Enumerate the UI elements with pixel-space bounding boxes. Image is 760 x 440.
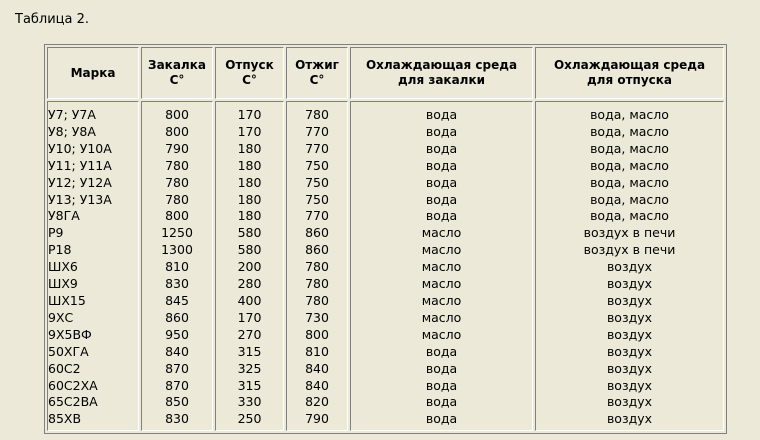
quench-medium-cell: вода — [425, 377, 458, 393]
header-temper-medium — [535, 47, 724, 99]
header-temper-line2: С° — [242, 73, 257, 87]
anneal-temp-cell: 840 — [305, 377, 329, 393]
temper-medium-cell: воздух — [606, 276, 653, 292]
quench-temp-cell: 870 — [165, 377, 189, 393]
quench-temp-cell: 830 — [165, 411, 189, 427]
temper-temp-cell: 170 — [237, 123, 262, 139]
anneal-temp-cell: 770 — [305, 208, 329, 224]
quench-medium-cell: масло — [421, 259, 462, 275]
anneal-temp-cell: 770 — [305, 123, 329, 139]
anneal-temp-cell: 860 — [305, 225, 329, 241]
temper-medium-cell: вода, масло — [590, 174, 669, 190]
quench-medium-cell: масло — [421, 225, 462, 241]
anneal-temp-cell: 790 — [305, 411, 329, 427]
grade-column — [47, 101, 139, 431]
header-temper-medium-line1: Охлаждающая среда — [553, 58, 706, 72]
header-quench-medium-line2: для закалки — [397, 73, 486, 87]
temper-temp-cell: 280 — [237, 276, 262, 292]
temper-medium-cell: вода, масло — [590, 208, 669, 224]
temper-temp-cell: 180 — [237, 208, 262, 224]
temper-medium-cell: воздух в печи — [583, 225, 676, 241]
quench-temp-cell: 1300 — [161, 242, 193, 258]
anneal-temp-cell: 730 — [305, 309, 329, 325]
grade-cell: У8; У8А — [48, 123, 96, 139]
anneal-temp-cell: 750 — [305, 191, 329, 207]
data-row — [47, 101, 724, 431]
header-temper-line1: Отпуск — [225, 58, 274, 72]
header-anneal-line2: С° — [309, 73, 325, 87]
quench-temp-cell: 840 — [165, 343, 189, 359]
temper-temp-cell: 250 — [237, 411, 262, 427]
temper-temp-cell: 170 — [237, 309, 262, 325]
temper-temp-cell: 580 — [237, 225, 262, 241]
temper-temp-cell: 170 — [237, 107, 262, 122]
quench-temp-cell: 780 — [165, 157, 189, 173]
quench-temp-cell: 950 — [165, 326, 189, 342]
quench-temp-cell: 800 — [165, 123, 189, 139]
temper-medium-cell: воздух — [606, 259, 653, 275]
temper-medium-cell: воздух — [606, 343, 653, 359]
header-temper-temp — [215, 47, 284, 99]
temper-medium-cell: вода, масло — [590, 140, 669, 156]
grade-cell: У7; У7А — [48, 107, 96, 122]
temper-temp-cell: 180 — [237, 140, 262, 156]
anneal-temp-cell: 750 — [305, 157, 329, 173]
temper-medium-cell: воздух — [606, 394, 653, 410]
quench-temp-cell: 800 — [165, 208, 189, 224]
quench-medium-column — [350, 101, 533, 431]
header-anneal-temp — [286, 47, 348, 99]
header-quench-line2: С° — [169, 73, 185, 87]
quench-temp-cell: 780 — [165, 174, 189, 190]
anneal-temp-cell: 800 — [305, 326, 329, 342]
temper-temp-cell: 315 — [237, 343, 262, 359]
grade-cell: 65С2ВА — [48, 394, 98, 410]
temper-medium-cell: воздух — [606, 411, 653, 427]
quench-medium-cell: масло — [421, 242, 462, 258]
quench-temp-cell: 860 — [165, 309, 189, 325]
header-quench-medium-line1: Охлаждающая среда — [365, 58, 518, 72]
anneal-temp-cell: 770 — [305, 140, 329, 156]
anneal-temp-cell: 810 — [305, 343, 329, 359]
grade-cell: ШХ9 — [48, 276, 78, 292]
temper-temp-cell: 400 — [237, 292, 262, 308]
temper-temp-cell: 180 — [237, 174, 262, 190]
quench-medium-cell: вода — [425, 140, 458, 156]
grade-cell: 60С2ХА — [48, 377, 98, 393]
quench-medium-cell: масло — [421, 326, 462, 342]
quench-medium-cell: вода — [425, 174, 458, 190]
grade-cell: Р9 — [48, 225, 64, 241]
grade-cell: 60С2 — [48, 360, 81, 376]
grade-cell: У13; У13А — [48, 191, 112, 207]
grade-cell: У10; У10А — [48, 140, 112, 156]
grade-cell: ШХ15 — [48, 292, 86, 308]
header-temper-medium-line2: для отпуска — [586, 73, 673, 87]
quench-medium-cell: вода — [425, 123, 458, 139]
temper-medium-cell: воздух — [606, 377, 653, 393]
grade-cell: У12; У12А — [48, 174, 112, 190]
quench-temp-cell: 845 — [165, 292, 189, 308]
table-caption: Таблица 2. — [15, 12, 90, 27]
grade-cell: 50ХГА — [48, 343, 89, 359]
temper-temp-cell: 200 — [237, 259, 262, 275]
quench-medium-cell: масло — [421, 309, 462, 325]
temper-medium-cell: вода, масло — [590, 191, 669, 207]
quench-medium-cell: вода — [425, 343, 458, 359]
anneal-temp-cell: 780 — [305, 276, 329, 292]
grade-cell: У8ГА — [48, 208, 80, 224]
anneal-temp-cell: 750 — [305, 174, 329, 190]
quench-medium-cell: масло — [421, 276, 462, 292]
temper-temp-cell: 180 — [237, 157, 262, 173]
quench-temp-cell: 790 — [165, 140, 189, 156]
header-quench-line1: Закалка — [148, 58, 206, 72]
header-grade-label: Марка — [70, 65, 116, 80]
quench-medium-cell: вода — [425, 208, 458, 224]
temper-temp-cell: 180 — [237, 191, 262, 207]
anneal-temp-cell: 840 — [305, 360, 329, 376]
temper-medium-cell: воздух — [606, 309, 653, 325]
temper-medium-column — [535, 101, 724, 431]
grade-cell: 9ХС — [48, 309, 74, 325]
quench-medium-cell: вода — [425, 157, 458, 173]
grade-cell: У11; У11А — [48, 157, 112, 173]
steel-heat-treatment-table — [44, 44, 727, 434]
quench-medium-cell: вода — [425, 394, 458, 410]
temper-medium-cell: вода, масло — [590, 107, 669, 122]
anneal-temp-cell: 780 — [305, 107, 329, 122]
temper-medium-cell: вода, масло — [590, 123, 669, 139]
quench-medium-cell: вода — [425, 411, 458, 427]
quench-temp-cell: 850 — [165, 394, 189, 410]
quench-temp-cell: 800 — [165, 107, 189, 122]
anneal-temp-cell: 820 — [305, 394, 329, 410]
quench-medium-cell: масло — [421, 292, 462, 308]
temper-temp-column — [215, 101, 284, 431]
temper-temp-cell: 315 — [237, 377, 262, 393]
header-row — [47, 47, 724, 99]
quench-temp-cell: 1250 — [161, 225, 193, 241]
quench-temp-column — [141, 101, 213, 431]
temper-temp-cell: 580 — [237, 242, 262, 258]
quench-medium-cell: вода — [425, 107, 458, 122]
grade-cell: Р18 — [48, 242, 72, 258]
anneal-temp-cell: 780 — [305, 292, 329, 308]
temper-temp-cell: 270 — [237, 326, 262, 342]
anneal-temp-cell: 860 — [305, 242, 329, 258]
header-quench-temp — [141, 47, 213, 99]
quench-medium-cell: вода — [425, 191, 458, 207]
header-grade — [47, 47, 139, 99]
quench-temp-cell: 830 — [165, 276, 189, 292]
temper-medium-cell: воздух — [606, 326, 653, 342]
grade-cell: ШХ6 — [48, 259, 78, 275]
quench-medium-cell: вода — [425, 360, 458, 376]
quench-temp-cell: 870 — [165, 360, 189, 376]
header-anneal-line1: Отжиг — [295, 58, 339, 72]
temper-medium-cell: воздух — [606, 360, 653, 376]
temper-temp-cell: 330 — [237, 394, 262, 410]
temper-medium-cell: воздух в печи — [583, 242, 676, 258]
anneal-temp-cell: 780 — [305, 259, 329, 275]
quench-temp-cell: 780 — [165, 191, 189, 207]
quench-temp-cell: 810 — [165, 259, 189, 275]
temper-temp-cell: 325 — [237, 360, 262, 376]
temper-medium-cell: воздух — [606, 292, 653, 308]
temper-medium-cell: вода, масло — [590, 157, 669, 173]
header-quench-medium — [350, 47, 533, 99]
grade-cell: 9Х5ВФ — [48, 326, 92, 342]
anneal-temp-column — [286, 101, 348, 431]
grade-cell: 85ХВ — [48, 411, 82, 427]
